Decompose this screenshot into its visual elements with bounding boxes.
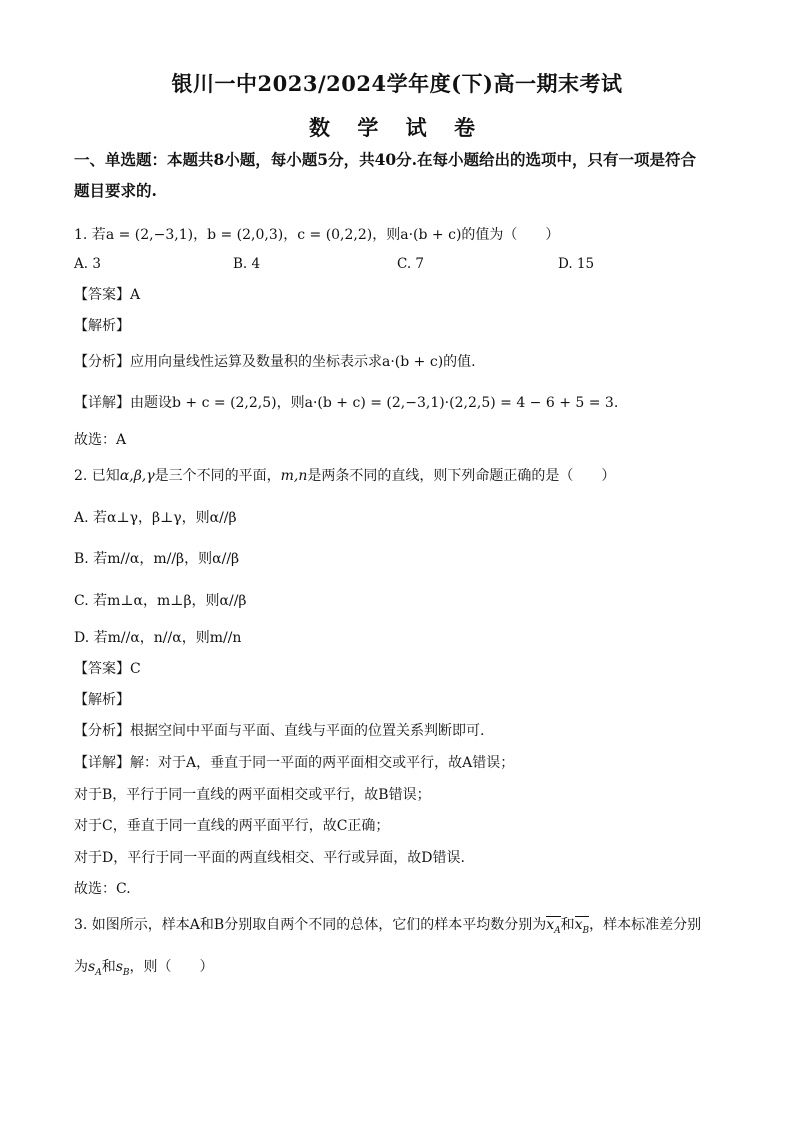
q3-stem-line2-suffix: ，则（ ） — [129, 959, 214, 975]
q1-fenxi — [74, 352, 476, 372]
q2-detail-line1: 解：对于A，垂直于同一平面的两平面相交或平行，故A错误； — [130, 755, 515, 771]
q2-stem-prefix: 2. 已知 — [74, 468, 120, 484]
q1-stem-prefix: 1. 若 — [74, 227, 106, 243]
q2-fenxi — [74, 721, 484, 741]
q1-answer-value: A — [130, 287, 141, 303]
q1-vector-a: a = (2,−3,1) — [105, 227, 194, 243]
q2-detail — [74, 753, 514, 773]
q1-sep2: ， — [283, 227, 298, 243]
q1-detail-label: 【详解】 — [74, 395, 130, 411]
q1-analysis-label: 【解析】 — [74, 318, 130, 334]
q2-detail-line3: 对于C，垂直于同一直线的两平面平行，故C正确； — [74, 818, 390, 834]
q2-detail-line2: 对于B，平行于同一直线的两平面相交或平行，故B错误； — [74, 787, 431, 803]
q3-stem-line1-prefix: 3. 如图所示，样本A和B分别取自两个不同的总体，它们的样本平均数分别为 — [74, 917, 547, 933]
q1-detail-end: . — [613, 395, 619, 411]
q3-and: 和 — [560, 917, 575, 933]
section-heading-line1: 一、单选题：本题共8小题，每小题5分，共40分.在每小题给出的选项中，只有一项是符合 — [74, 150, 697, 169]
q2-planes: α,β,γ — [119, 468, 155, 484]
q1-then: ，则 — [372, 227, 401, 243]
q1-detail-text2: ，则 — [276, 395, 305, 411]
exam-title: 银川一中2023/2024学年度(下)高一期末考试 — [171, 71, 623, 96]
section-heading-line2: 题目要求的. — [74, 181, 157, 200]
q2-option-b: B. 若m//α，m//β，则α//β — [74, 551, 240, 567]
q3-stem-line2 — [74, 957, 214, 983]
q1-vector-b: b = (2,0,3) — [207, 227, 284, 243]
q2-lines: m,n — [280, 468, 308, 484]
q2-answer-value: C — [130, 661, 141, 677]
q2-stem-suffix: 是两条不同的直线，则下列命题正确的是（ ） — [307, 468, 616, 484]
q1-option-a: A. 3 — [74, 256, 101, 272]
q2-stem — [74, 466, 615, 486]
q1-detail-text1: 由题设 — [130, 395, 172, 411]
exam-subject: 数 学 试 卷 — [309, 115, 485, 140]
q1-detail — [74, 393, 618, 413]
q2-answer-label: 【答案】 — [74, 661, 130, 677]
q1-fenxi-label: 【分析】 — [74, 354, 130, 370]
q2-detail-line4: 对于D，平行于同一平面的两直线相交、平行或异面，故D错误. — [74, 850, 465, 866]
q1-stem-suffix: 的值为（ ） — [461, 227, 560, 243]
q2-option-a: A. 若α⊥γ，β⊥γ，则α//β — [74, 510, 237, 526]
q1-choose: 故选：A — [74, 432, 127, 448]
q2-stem-mid: 是三个不同的平面， — [154, 468, 281, 484]
q1-sep1: ， — [193, 227, 208, 243]
q2-option-c: C. 若m⊥α，m⊥β，则α//β — [74, 593, 247, 609]
q1-stem — [74, 225, 559, 245]
q3-mean-a: $x_A$ — [546, 917, 561, 936]
q1-fenxi-expr: a·(b + c) — [382, 354, 444, 370]
q2-choose: 故选：C. — [74, 881, 131, 897]
q1-option-b: B. 4 — [233, 256, 261, 272]
q2-answer — [74, 659, 141, 679]
q2-fenxi-label: 【分析】 — [74, 723, 130, 739]
q1-answer — [74, 285, 140, 305]
q2-detail-label: 【详解】 — [74, 755, 130, 771]
q2-analysis-label: 【解析】 — [74, 692, 130, 708]
q1-answer-label: 【答案】 — [74, 287, 130, 303]
q1-detail-expr1: b + c = (2,2,5) — [172, 395, 277, 411]
q3-mean-b: $x_B$ — [574, 917, 590, 936]
q1-vector-c: c = (0,2,2) — [297, 227, 373, 243]
q1-option-d: D. 15 — [558, 256, 595, 272]
q1-option-c: C. 7 — [397, 256, 425, 272]
q3-stem-line1 — [74, 915, 701, 941]
q3-and2: 和 — [101, 959, 116, 975]
q1-fenxi-end: 的值. — [443, 354, 476, 370]
q2-option-d: D. 若m//α，n//α，则m//n — [74, 630, 242, 646]
q2-fenxi-text: 根据空间中平面与平面、直线与平面的位置关系判断即可. — [130, 723, 485, 739]
q1-fenxi-text: 应用向量线性运算及数量积的坐标表示求 — [130, 354, 382, 370]
q1-target-expr: a·(b + c) — [400, 227, 462, 243]
q3-stem-line1-suffix: ，样本标准差分别 — [589, 917, 702, 933]
q3-stem-line2-prefix: 为 — [74, 959, 88, 975]
q3-sd-b: $s_B$ — [115, 959, 130, 978]
q1-detail-expr2: a·(b + c) = (2,−3,1)·(2,2,5) = 4 − 6 + 5 = 3 — [304, 395, 614, 411]
q3-sd-a: $s_A$ — [88, 959, 102, 978]
